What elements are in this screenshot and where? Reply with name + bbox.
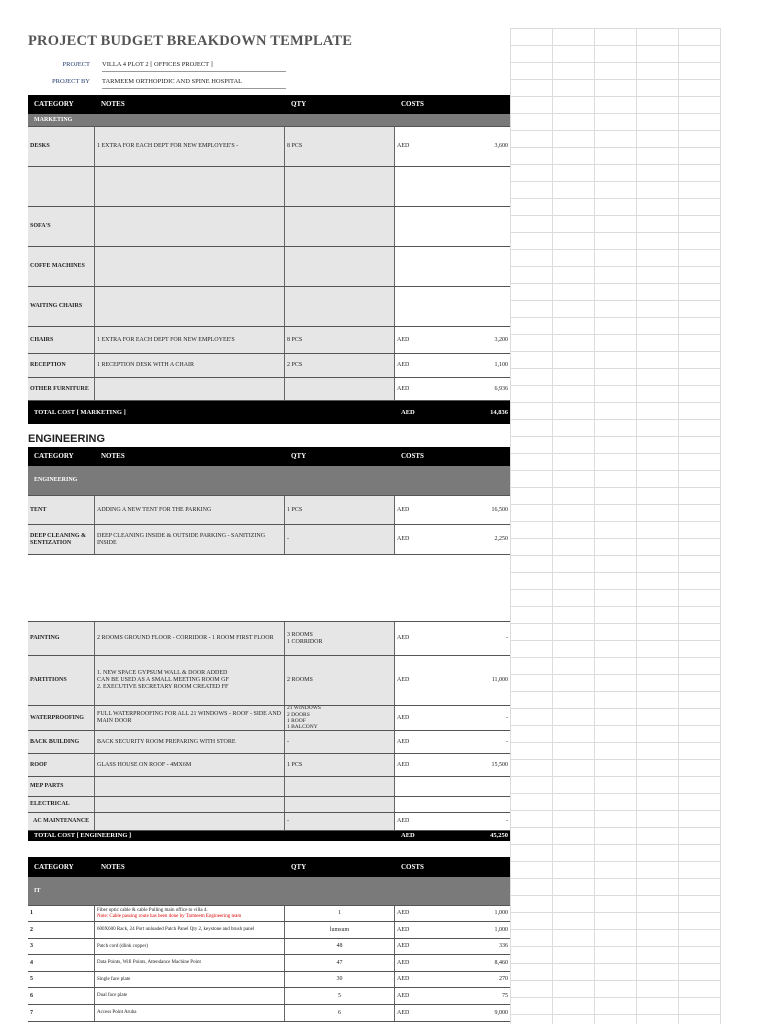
engineering-table <box>28 447 510 555</box>
row-qty: 3 ROOMS 1 CORRIDOR <box>285 622 395 655</box>
table-header <box>28 95 510 114</box>
row-category <box>28 167 95 206</box>
row-cost: AED 6,936 <box>397 385 508 392</box>
row-notes <box>95 906 285 921</box>
table-row <box>28 988 510 1005</box>
header-costs: COSTS <box>401 862 424 871</box>
row-notes: DEEP CLEANING INSIDE & OUTSIDE PARKING - SANITIZING INSIDE <box>95 525 285 554</box>
subheader-it <box>28 877 510 906</box>
header-notes: NOTES <box>101 862 125 871</box>
row-cost: AED 1,100 <box>397 362 508 369</box>
row-qty: lumsum <box>285 922 395 938</box>
row-category: WAITING CHAIRS <box>28 287 95 326</box>
row-category: MEP PARTS <box>28 777 95 796</box>
header-qty: QTY <box>291 100 307 109</box>
row-number: 3 <box>28 939 95 954</box>
row-category: WATERPROOFING <box>28 706 95 730</box>
spreadsheet-gridlines <box>510 28 721 1024</box>
row-category: TENT <box>28 496 95 524</box>
row-notes: 600X600 Rack, 24 Port unloaded Patch Panel Qty 2, keystone and brush panel <box>95 922 285 938</box>
row-number: 1 <box>28 906 95 921</box>
table-row <box>28 525 510 555</box>
table-row <box>28 706 510 731</box>
row-cost <box>395 287 510 326</box>
row-cost: AED 75 <box>397 992 508 999</box>
row-cost: AED 1,000 <box>397 910 508 917</box>
total-row-engineering <box>28 831 510 841</box>
header-category: CATEGORY <box>34 452 74 461</box>
row-notes: Single face plate <box>95 972 285 987</box>
table-row <box>28 656 510 706</box>
header-category: CATEGORY <box>34 862 74 871</box>
row-qty <box>285 797 395 812</box>
row-number: 4 <box>28 955 95 971</box>
row-qty: 5 <box>285 988 395 1004</box>
table-row <box>28 1005 510 1022</box>
row-cost: AED 1,000 <box>397 926 508 933</box>
row-qty: 8 PCS <box>285 127 395 166</box>
row-notes: BACK SECURITY ROOM PREPARING WITH STORE <box>95 731 285 753</box>
table-row <box>28 127 510 167</box>
row-notes: Data Points, Wifi Points, Attendance Machine Point <box>95 955 285 971</box>
row-qty <box>285 207 395 246</box>
row-cost: AED - <box>397 635 508 642</box>
table-row <box>28 955 510 972</box>
row-cost: AED 9,000 <box>397 1009 508 1016</box>
row-notes: 1 EXTRA FOR EACH DEPT FOR NEW EMPLOYEE'S <box>95 327 285 353</box>
row-qty: 47 <box>285 955 395 971</box>
project-by-label: PROJECT BY <box>52 78 90 85</box>
row-qty: 2 ROOMS <box>285 656 395 705</box>
engineering-table-continued <box>28 621 510 841</box>
row-cost: AED 8,460 <box>397 959 508 966</box>
subheader-label: MARKETING <box>28 114 95 126</box>
row-number: 2 <box>28 922 95 938</box>
row-cost: AED 11,000 <box>397 677 508 684</box>
table-row <box>28 906 510 922</box>
row-category: RECEPTION <box>28 354 95 377</box>
row-qty: 1 <box>285 906 395 921</box>
row-cost: AED - <box>397 738 508 745</box>
table-row <box>28 247 510 287</box>
row-cost: AED 16,500 <box>397 506 508 513</box>
table-row <box>28 378 510 401</box>
row-notes <box>95 167 285 206</box>
row-category: BACK BUILDING <box>28 731 95 753</box>
row-cost: AED 15,500 <box>397 761 508 768</box>
header-category: CATEGORY <box>34 100 74 109</box>
row-notes: 1. NEW SPACE GYPSUM WALL & DOOR ADDED CAN BE USED AS A SMALL MEETING ROOM GF 2. EXECUTIVE SECRETARY ROOM CREATED FF <box>95 656 285 705</box>
row-notes <box>95 247 285 286</box>
row-cost: AED 2,250 <box>397 536 508 543</box>
row-qty: 8 PCS <box>285 327 395 353</box>
row-category: SOFA'S <box>28 207 95 246</box>
table-row <box>28 972 510 988</box>
row-qty: 30 <box>285 972 395 987</box>
row-notes <box>95 797 285 812</box>
table-row <box>28 287 510 327</box>
row-cost <box>395 207 510 246</box>
row-qty <box>285 167 395 206</box>
header-notes: NOTES <box>101 452 125 461</box>
row-notes <box>95 777 285 796</box>
row-number: 7 <box>28 1005 95 1021</box>
table-row <box>28 327 510 354</box>
row-category: COFFE MACHINES <box>28 247 95 286</box>
table-row <box>28 922 510 939</box>
subheader-engineering <box>28 466 510 496</box>
subheader-label: ENGINEERING <box>28 466 95 495</box>
row-notes: FULL WATERPROOFING FOR ALL 21 WINDOWS - ROOF - SIDE AND MAIN DOOR <box>95 706 285 730</box>
row-category: ELECTRICAL <box>28 797 95 812</box>
table-header <box>28 447 510 466</box>
row-category: CHAIRS <box>28 327 95 353</box>
row-qty <box>285 287 395 326</box>
table-row <box>28 939 510 955</box>
total-cost: AED 45,250 <box>401 832 508 840</box>
row-notes: GLASS HOUSE ON ROOF - 4MX6M <box>95 754 285 776</box>
row-cost: AED 3,600 <box>397 143 508 150</box>
page-title: PROJECT BUDGET BREAKDOWN TEMPLATE <box>28 33 353 49</box>
row-qty: - <box>285 525 395 554</box>
header-qty: QTY <box>291 862 307 871</box>
header-costs: COSTS <box>401 452 424 461</box>
table-row <box>28 496 510 525</box>
marketing-table <box>28 95 510 424</box>
row-qty: 1 PCS <box>285 496 395 524</box>
row-cost <box>395 247 510 286</box>
table-row <box>28 731 510 754</box>
row-cost: AED 336 <box>397 943 508 950</box>
row-qty: 6 <box>285 1005 395 1021</box>
row-category: DEEP CLEANING & SENTIZATION <box>28 525 95 554</box>
row-qty: 2 PCS <box>285 354 395 377</box>
total-row-marketing <box>28 401 510 424</box>
row-notes: Access Point Aruba <box>95 1005 285 1021</box>
row-notes <box>95 378 285 400</box>
row-notes <box>95 207 285 246</box>
row-qty: 21 WINDOWS 2 DOORS 1 ROOF 1 BALCONY <box>285 706 395 730</box>
note-text: Fiber optic cable & cable Pulling main office to villa 4. <box>97 907 208 913</box>
table-row <box>28 754 510 777</box>
table-row <box>28 797 510 813</box>
it-table <box>28 857 510 1022</box>
row-notes: 1 RECEPTION DESK WITH A CHAIR <box>95 354 285 377</box>
section-title-engineering: ENGINEERING <box>28 433 106 445</box>
row-cost <box>395 777 510 796</box>
total-cost: AED 14,836 <box>401 408 508 416</box>
project-by-value: TARMEEM ORTHOPIDIC AND SPINE HOSPITAL <box>102 78 286 89</box>
header-costs: COSTS <box>401 100 424 109</box>
row-category: DESKS <box>28 127 95 166</box>
note-warning: Note: Cable passing route has been done by Tarmeem Engineering team <box>97 913 242 919</box>
row-notes: Patch cord (dlink copper) <box>95 939 285 954</box>
table-row <box>28 777 510 797</box>
total-label: TOTAL COST [ MARKETING ] <box>34 408 126 416</box>
header-notes: NOTES <box>101 100 125 109</box>
row-cost: AED - <box>397 714 508 721</box>
row-cost: AED 3,200 <box>397 336 508 343</box>
row-notes: Dual face plate <box>95 988 285 1004</box>
total-label: TOTAL COST [ ENGINEERING ] <box>34 832 132 840</box>
project-value: VILLA 4 PLOT 2 [ OFFICES PROJECT ] <box>102 61 286 72</box>
row-notes: 1 EXTRA FOR EACH DEPT FOR NEW EMPLOYEE'S - <box>95 127 285 166</box>
table-row <box>28 622 510 656</box>
row-number: 6 <box>28 988 95 1004</box>
subheader-marketing <box>28 114 510 127</box>
row-category: PARTITIONS <box>28 656 95 705</box>
row-category: OTHER FURNITURE <box>28 378 95 400</box>
row-qty: - <box>285 813 395 830</box>
row-notes: ADDING A NEW TENT FOR THE PARKING <box>95 496 285 524</box>
table-row <box>28 207 510 247</box>
table-row <box>28 813 510 831</box>
row-qty <box>285 247 395 286</box>
row-notes <box>95 813 285 830</box>
row-category: ROOF <box>28 754 95 776</box>
row-cost <box>395 167 510 206</box>
subheader-label: IT <box>28 877 95 905</box>
table-row <box>28 167 510 207</box>
row-notes <box>95 287 285 326</box>
row-qty <box>285 777 395 796</box>
row-qty <box>285 378 395 400</box>
header-qty: QTY <box>291 452 307 461</box>
row-qty: - <box>285 731 395 753</box>
row-qty: 1 PCS <box>285 754 395 776</box>
table-header <box>28 857 510 877</box>
row-cost: AED - <box>397 818 508 825</box>
row-notes: 2 ROOMS GROUND FLOOR - CORRIDOR - 1 ROOM FIRST FLOOR <box>95 622 285 655</box>
row-cost <box>395 797 510 812</box>
row-qty: 48 <box>285 939 395 954</box>
row-category: PAINTING <box>28 622 95 655</box>
row-number: 5 <box>28 972 95 987</box>
row-cost: AED 270 <box>397 976 508 983</box>
table-row <box>28 354 510 378</box>
project-label: PROJECT <box>62 61 90 68</box>
row-category: AC MAINTENANCE <box>28 813 95 830</box>
